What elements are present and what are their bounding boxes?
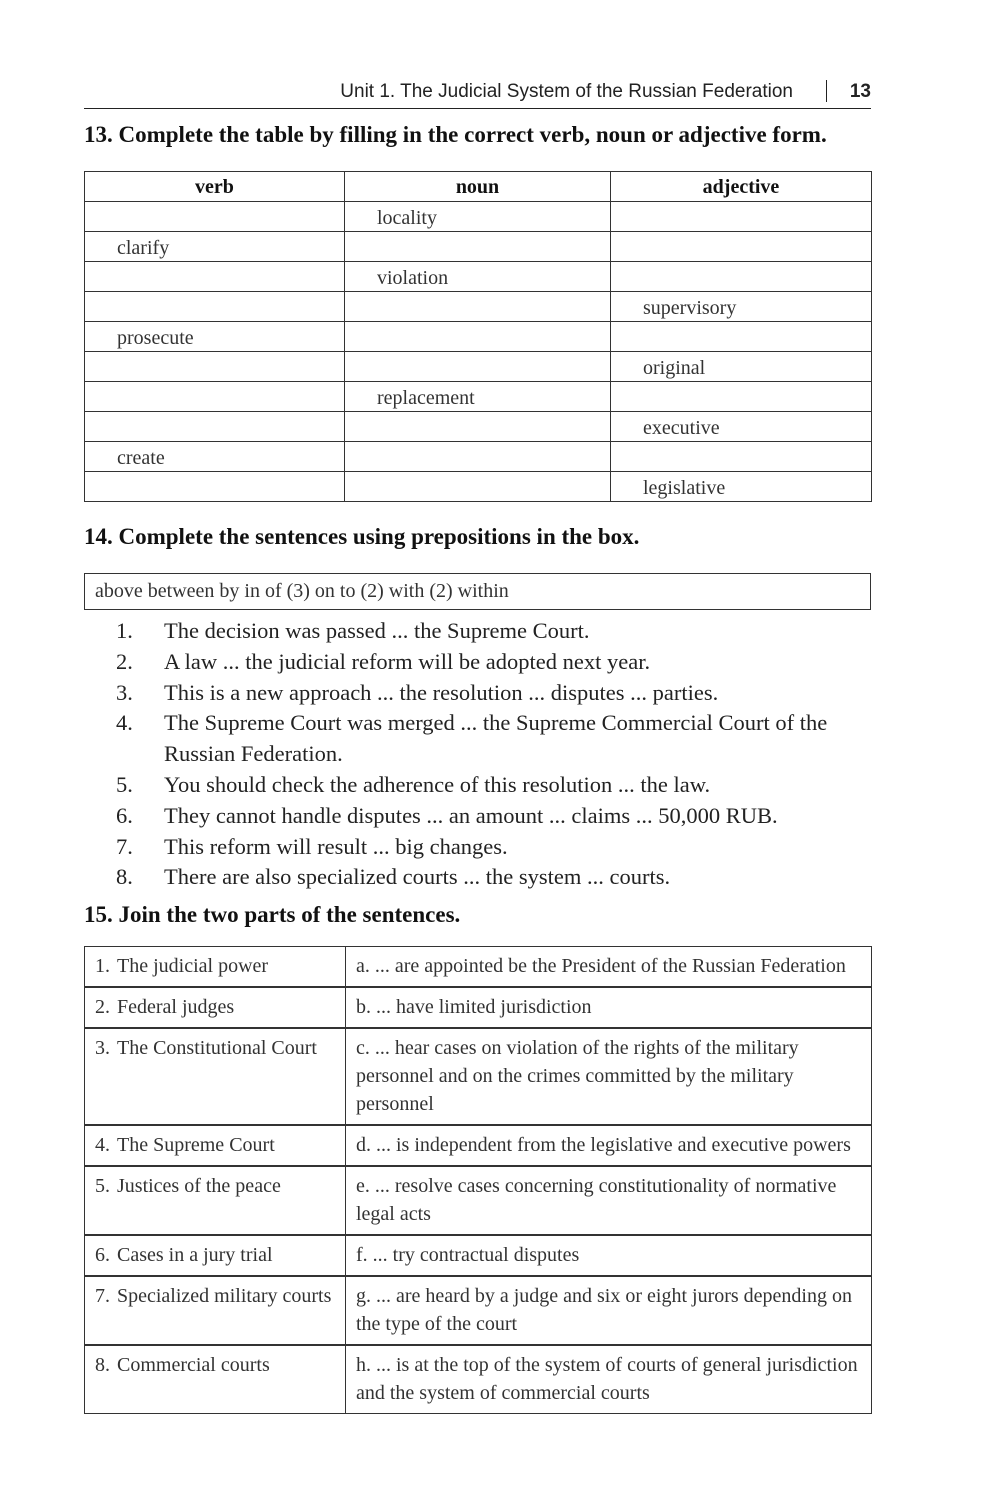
adjective-cell[interactable] — [611, 442, 872, 472]
item-number: 2. — [116, 648, 133, 674]
exercise-15-heading: 15. Join the two parts of the sentences. — [84, 902, 461, 927]
table-row — [85, 987, 872, 1028]
adjective-cell[interactable] — [611, 262, 872, 292]
table-row — [85, 947, 872, 988]
sentence-start: Cases in a jury trial — [117, 1244, 273, 1266]
sentence-start: The judicial power — [117, 955, 269, 977]
sentence-start-cell — [85, 1028, 346, 1125]
list-item — [84, 832, 874, 863]
noun-cell[interactable] — [345, 472, 611, 502]
adjective-cell[interactable] — [611, 232, 872, 262]
table-row — [85, 1235, 872, 1276]
adjective-cell[interactable]: legislative — [611, 472, 872, 502]
verb-cell[interactable] — [85, 412, 345, 442]
item-number: 3. — [95, 1037, 110, 1059]
verb-cell[interactable]: clarify — [85, 232, 345, 262]
list-item — [84, 862, 874, 893]
item-number: 6. — [95, 1244, 110, 1266]
table-row — [85, 322, 872, 352]
table-row — [85, 1276, 872, 1345]
sentence-end-cell: d. ... is independent from the legislative and executive powers — [346, 1125, 872, 1166]
table-row — [85, 1028, 872, 1125]
table-row — [85, 1125, 872, 1166]
sentence-text: There are also specialized courts ... the system ... courts. — [164, 864, 671, 890]
table-header-row — [85, 172, 872, 202]
verb-cell[interactable]: prosecute — [85, 322, 345, 352]
sentence-text: This reform will result ... big changes. — [164, 833, 508, 859]
verb-cell[interactable] — [85, 292, 345, 322]
noun-cell[interactable] — [345, 322, 611, 352]
verb-cell[interactable]: create — [85, 442, 345, 472]
adjective-cell[interactable]: executive — [611, 412, 872, 442]
item-number: 4. — [95, 1134, 110, 1156]
adjective-cell[interactable]: supervisory — [611, 292, 872, 322]
verb-cell[interactable] — [85, 202, 345, 232]
sentence-start-cell — [85, 1235, 346, 1276]
sentence-end-cell: e. ... resolve cases concerning constitutionality of normative legal acts — [346, 1166, 872, 1235]
matching-table — [84, 946, 872, 1414]
item-number: 4. — [116, 710, 133, 736]
item-number: 5. — [95, 1175, 110, 1197]
sentence-end-cell: c. ... hear cases on violation of the rights of the military personnel and on the crimes committed by the military personnel — [346, 1028, 872, 1125]
item-number: 7. — [95, 1285, 110, 1307]
sentence-start-cell — [85, 1276, 346, 1345]
sentence-start-cell — [85, 1125, 346, 1166]
sentence-start-cell — [85, 1166, 346, 1235]
column-header-verb: verb — [85, 172, 345, 202]
item-number: 8. — [95, 1354, 110, 1376]
table-row — [85, 472, 872, 502]
verb-cell[interactable] — [85, 352, 345, 382]
sentence-list — [84, 616, 874, 893]
sentence-start: Specialized military courts — [117, 1285, 332, 1307]
sentence-start-cell — [85, 947, 346, 988]
sentence-end-cell: b. ... have limited jurisdiction — [346, 987, 872, 1028]
verb-cell[interactable] — [85, 382, 345, 412]
sentence-end-cell: a. ... are appointed be the President of the Russian Federation — [346, 947, 872, 988]
table-row — [85, 1166, 872, 1235]
unit-title: Unit 1. The Judicial System of the Russian Federation — [340, 81, 793, 102]
item-number: 1. — [116, 618, 133, 643]
table-row — [85, 382, 872, 412]
item-number: 6. — [116, 802, 133, 828]
exercise-13-heading: 13. Complete the table by filling in the correct verb, noun or adjective form. — [84, 122, 827, 147]
item-number: 5. — [116, 771, 133, 797]
column-header-adjective: adjective — [611, 172, 872, 202]
sentence-text: This is a new approach ... the resolution ... disputes ... parties. — [164, 679, 719, 705]
table-row — [85, 202, 872, 232]
sentence-end-cell: h. ... is at the top of the system of courts of general jurisdiction and the system of commercial courts — [346, 1345, 872, 1414]
table-row — [85, 292, 872, 322]
item-number: 3. — [116, 679, 133, 705]
adjective-cell[interactable] — [611, 322, 872, 352]
sentence-end-cell: f. ... try contractual disputes — [346, 1235, 872, 1276]
sentence-start: The Supreme Court — [117, 1134, 275, 1156]
sentence-text: The decision was passed ... the Supreme Court. — [164, 618, 590, 643]
sentence-start-cell — [85, 987, 346, 1028]
prepositions-box: above between by in of (3) on to (2) with (2) within — [84, 573, 871, 610]
exercise-14-heading: 14. Complete the sentences using prepositions in the box. — [84, 524, 640, 549]
table-row — [85, 262, 872, 292]
item-number: 1. — [95, 955, 110, 977]
sentence-text: You should check the adherence of this resolution ... the law. — [164, 771, 711, 797]
column-header-noun: noun — [345, 172, 611, 202]
table-row — [85, 232, 872, 262]
sentence-text: A law ... the judicial reform will be adopted next year. — [164, 648, 651, 674]
sentence-end-cell: g. ... are heard by a judge and six or eight jurors depending on the type of the court — [346, 1276, 872, 1345]
noun-cell[interactable]: locality — [345, 202, 611, 232]
list-item — [84, 801, 874, 832]
adjective-cell[interactable] — [611, 202, 872, 232]
list-item — [84, 708, 874, 770]
item-number: 2. — [95, 996, 110, 1018]
verb-cell[interactable] — [85, 472, 345, 502]
list-item — [84, 647, 874, 678]
sentence-start-cell — [85, 1345, 346, 1414]
list-item — [84, 678, 874, 709]
table-row — [85, 442, 872, 472]
adjective-cell[interactable] — [611, 382, 872, 412]
word-forms-table — [84, 171, 872, 502]
sentence-start: Justices of the peace — [117, 1175, 281, 1197]
sentence-start: The Constitutional Court — [117, 1037, 317, 1059]
table-row — [85, 352, 872, 382]
noun-cell[interactable] — [345, 232, 611, 262]
noun-cell[interactable] — [345, 352, 611, 382]
verb-cell[interactable] — [85, 262, 345, 292]
adjective-cell[interactable]: original — [611, 352, 872, 382]
noun-cell[interactable] — [345, 412, 611, 442]
sentence-start: Federal judges — [117, 996, 235, 1018]
running-header — [84, 78, 871, 109]
header-separator — [826, 80, 828, 102]
list-item — [84, 770, 874, 801]
table-row — [85, 412, 872, 442]
sentence-text: They cannot handle disputes ... an amount ... claims ... 50,000 RUB. — [164, 802, 778, 828]
list-item — [84, 616, 874, 647]
item-number: 8. — [116, 864, 133, 890]
page-number: 13 — [849, 81, 871, 102]
sentence-start: Commercial courts — [117, 1354, 270, 1376]
item-number: 7. — [116, 833, 133, 859]
noun-cell[interactable] — [345, 442, 611, 472]
sentence-text: The Supreme Court was merged ... the Supreme Commercial Court of the Russian Federation. — [164, 710, 828, 767]
noun-cell[interactable]: violation — [345, 262, 611, 292]
noun-cell[interactable] — [345, 292, 611, 322]
table-row — [85, 1345, 872, 1414]
noun-cell[interactable]: replacement — [345, 382, 611, 412]
